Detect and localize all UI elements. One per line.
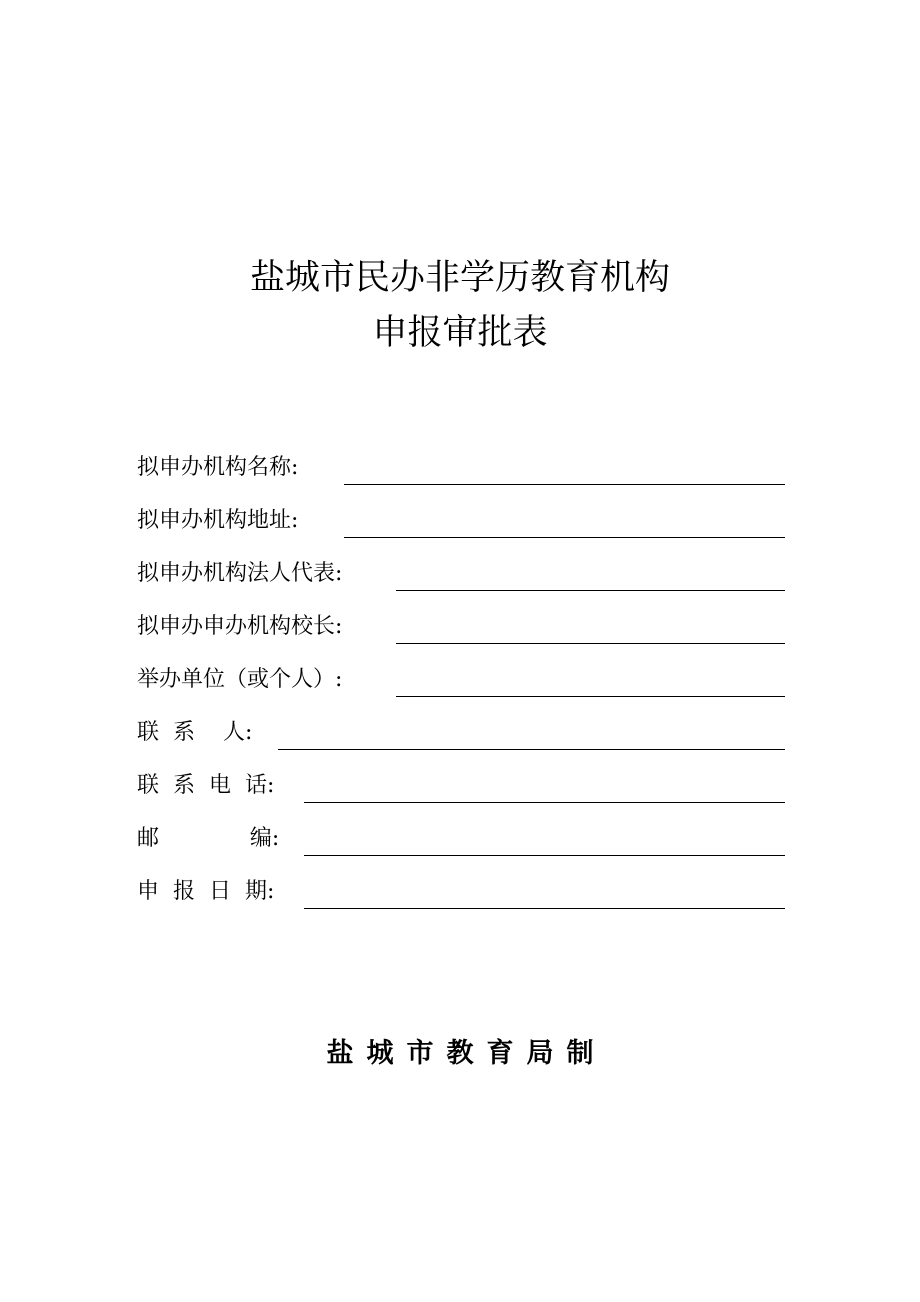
field-label: 拟申办机构名称: <box>137 455 299 480</box>
field-institution-name <box>137 445 785 485</box>
field-label: 申 报 日 期: <box>137 879 275 904</box>
fill-in-line[interactable] <box>304 802 785 803</box>
field-contact-person <box>137 710 785 750</box>
fill-in-line[interactable] <box>396 590 785 591</box>
field-label: 联 系 电 话: <box>137 773 275 798</box>
field-principal <box>137 604 785 644</box>
fill-in-line[interactable] <box>344 484 785 485</box>
field-label: 拟申办机构法人代表: <box>137 561 343 586</box>
field-label: 拟申办机构地址: <box>137 508 299 533</box>
fill-in-line[interactable] <box>396 643 785 644</box>
field-contact-phone <box>137 763 785 803</box>
fill-in-line[interactable] <box>344 537 785 538</box>
field-label: 拟申办申办机构校长: <box>137 614 343 639</box>
field-application-date <box>137 869 785 909</box>
field-institution-address <box>137 498 785 538</box>
fill-in-line[interactable] <box>304 908 785 909</box>
fill-in-line[interactable] <box>304 855 785 856</box>
form-title-line-1: 盐城市民办非学历教育机构 <box>249 258 670 298</box>
fill-in-line[interactable] <box>396 696 785 697</box>
field-label: 举办单位（或个人）: <box>137 667 343 692</box>
field-label: 邮 编: <box>137 826 280 851</box>
form-title-line-2: 申报审批表 <box>372 313 548 353</box>
field-sponsor <box>137 657 785 697</box>
issuer-footer: 盐城市教育局制 <box>326 1038 607 1069</box>
field-postal-code <box>137 816 785 856</box>
field-legal-representative <box>137 551 785 591</box>
fill-in-line[interactable] <box>278 749 785 750</box>
field-label: 联 系 人: <box>137 720 253 745</box>
